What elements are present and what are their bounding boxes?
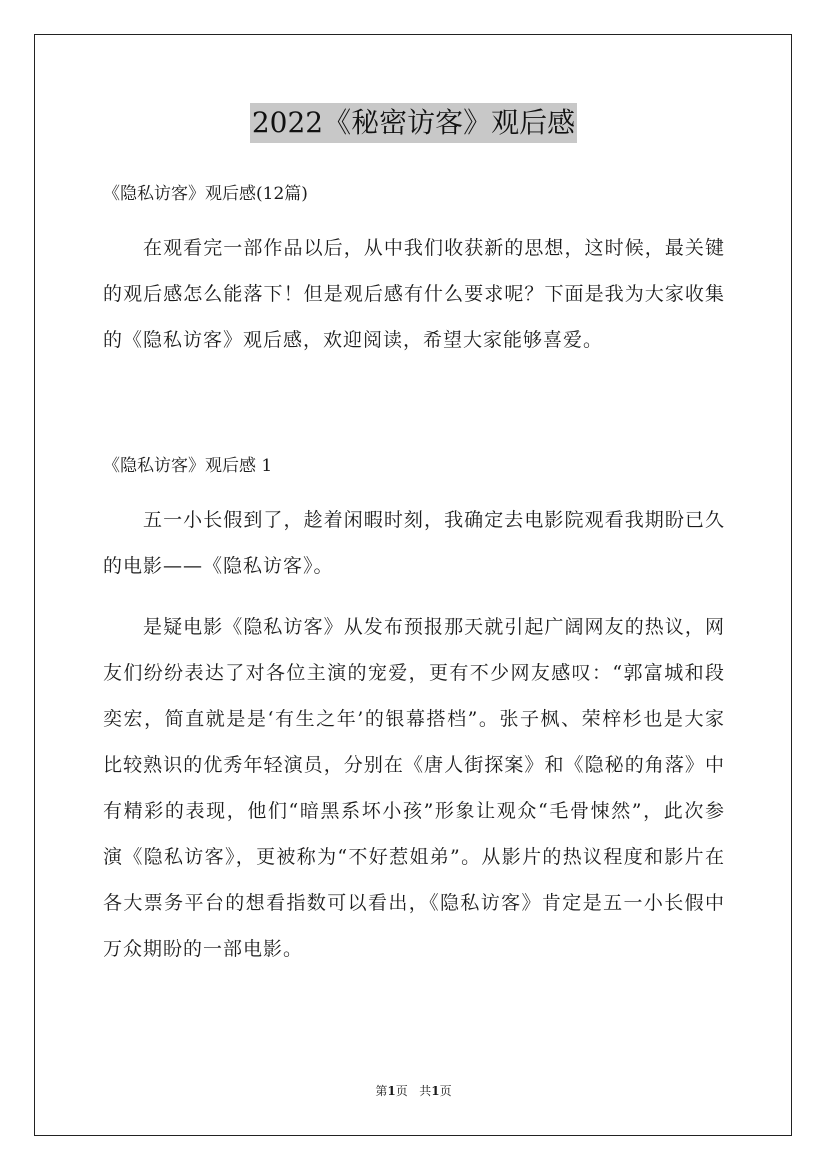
title-container — [0, 103, 827, 143]
page-footer — [0, 1082, 827, 1100]
document-title: 2022《秘密访客》观后感 — [250, 103, 577, 143]
footer-page-prefix: 第 — [375, 1084, 388, 1098]
footer-page-suffix: 页 — [395, 1084, 408, 1098]
footer-total-pages: 1 — [431, 1084, 440, 1098]
section-heading: 《隐私访客》观后感 1 — [103, 456, 273, 476]
footer-page-number: 1 — [387, 1084, 396, 1098]
document-subtitle: 《隐私访客》观后感(12篇) — [103, 184, 308, 204]
body-paragraph: 是疑电影《隐私访客》从发布预报那天就引起广阔网友的热议，网友们纷纷表达了对各位主演的宠爱，更有不少网友感叹：“郭富城和段奕宏，简直就是是‘有生之年’的银幕搭档”。张子枫、荣梓杉也是大家比较熟识的优秀年轻演员，分别在《唐人街探案》和《隐秘的角落》中有精彩的表现，他们“暗黑系坏小孩”形象让观众“毛骨悚然”，此次参演《隐私访客》，更被称为“不好惹姐弟”。从影片的热议程度和影片在各大票务平台的想看指数可以看出，《隐私访客》肯定是五一小长假中万众期盼的一部电影。 — [103, 616, 725, 960]
intro-paragraph: 在观看完一部作品以后，从中我们收获新的思想，这时候，最关键的观后感怎么能落下！但是观后感有什么要求呢？下面是我为大家收集的《隐私访客》观后感，欢迎阅读，希望大家能够喜爱。 — [103, 237, 725, 351]
footer-total-prefix: 共 — [419, 1084, 432, 1098]
body-paragraph: 五一小长假到了，趁着闲暇时刻，我确定去电影院观看我期盼已久的电影——《隐私访客》。 — [103, 509, 725, 577]
footer-total-suffix: 页 — [439, 1084, 452, 1098]
